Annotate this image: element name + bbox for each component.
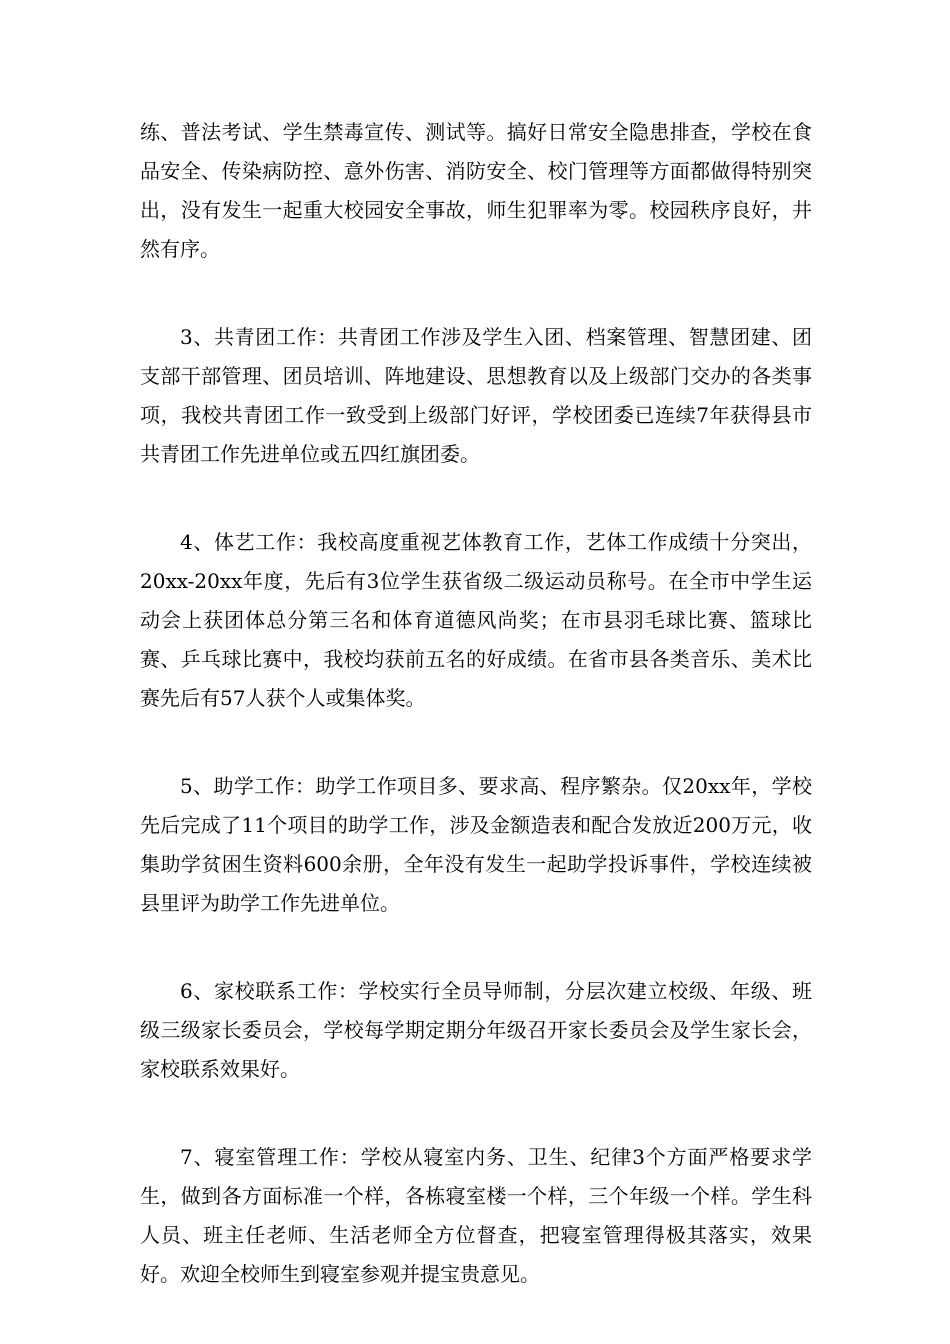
paragraph-student-aid: 5、助学工作：助学工作项目多、要求高、程序繁杂。仅20xx年，学校先后完成了11个项目的助学工作，涉及金额造表和配合发放近200万元，收集助学贫困生资料600余册，全年没有发生一起助学投诉事件，学校连续被县里评为助学工作先进单位。 [140, 774, 812, 915]
paragraph-safety-continued: 练、普法考试、学生禁毒宣传、测试等。搞好日常安全隐患排查，学校在食品安全、传染病防控、意外伤害、消防安全、校门管理等方面都做得特别突出，没有发生一起重大校园安全事故，师生犯罪率为零。校园秩序良好，井然有序。 [140, 120, 812, 261]
paragraph-youth-league: 3、共青团工作：共青团工作涉及学生入团、档案管理、智慧团建、团支部干部管理、团员培训、阵地建设、思想教育以及上级部门交办的各类事项，我校共青团工作一致受到上级部门好评，学校团委已连续7年获得县市共青团工作先进单位或五四红旗团委。 [140, 325, 812, 466]
paragraph-home-school: 6、家校联系工作：学校实行全员导师制，分层次建立校级、年级、班级三级家长委员会，学校每学期定期分年级召开家长委员会及学生家长会，家校联系效果好。 [140, 979, 812, 1081]
paragraph-dormitory: 7、寝室管理工作：学校从寝室内务、卫生、纪律3个方面严格要求学生，做到各方面标准一个样，各栋寝室楼一个样，三个年级一个样。学生科人员、班主任老师、生活老师全方位督查，把寝室管理得极其落实，效果好。欢迎全校师生到寝室参观并提宝贵意见。 [140, 1145, 812, 1286]
paragraph-sports-arts: 4、体艺工作：我校高度重视艺体教育工作，艺体工作成绩十分突出，20xx-20xx年度，先后有3位学生获省级二级运动员称号。在全市中学生运动会上获团体总分第三名和体育道德风尚奖；在市县羽毛球比赛、篮球比赛、乒乓球比赛中，我校均获前五名的好成绩。在省市县各类音乐、美术比赛先后有57人获个人或集体奖。 [140, 530, 812, 710]
document-body [140, 113, 812, 1343]
